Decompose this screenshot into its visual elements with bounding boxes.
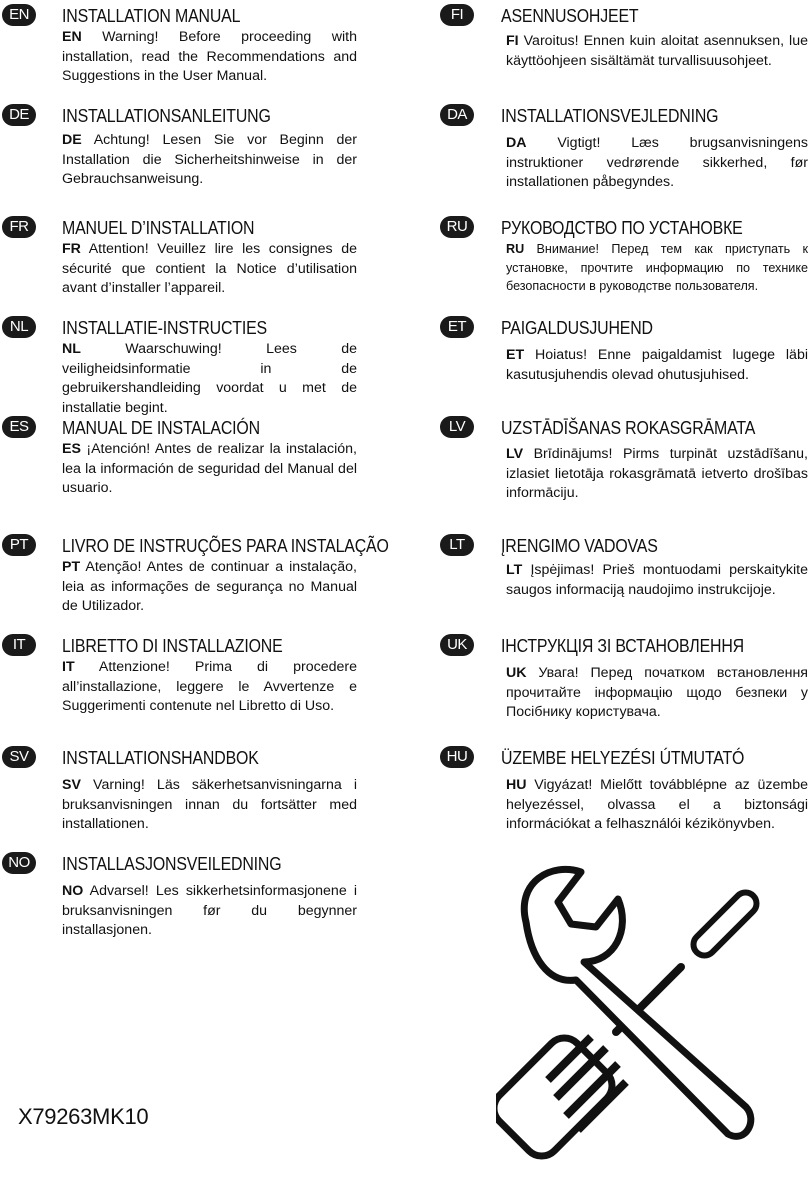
- section-text: PT Atenção! Antes de continuar a instalação, leia as informações de segurança no Manual de Utilizador.: [62, 559, 357, 614]
- section-title: UZSTĀDĪŠANAS ROKASGRĀMATA: [501, 417, 756, 438]
- section-title: INSTALLATIE-INSTRUCTIES: [62, 317, 267, 338]
- language-badge: NL: [2, 316, 36, 338]
- section-text: DE Achtung! Lesen Sie vor Beginn der Installation die Sicherheitshinweise in der Gebrauchsanweisung.: [62, 132, 357, 187]
- section-title: ІНСТРУКЦІЯ ЗІ ВСТАНОВЛЕННЯ: [501, 635, 744, 656]
- language-badge: SV: [2, 746, 36, 768]
- section-title: MANUAL DE INSTALACIÓN: [62, 417, 260, 438]
- language-badge: UK: [440, 634, 474, 656]
- section-text: LV Brīdinājums! Pirms turpināt uzstādīšanu, izlasiet lietotāja rokasgrāmatā ietverto drošības informāciju.: [506, 446, 808, 501]
- section-text: NL Waarschuwing! Lees de veiligheidsinformatie in de gebruikershandleiding voordat u met de installatie begint.: [62, 341, 357, 416]
- section-text: IT Attenzione! Prima di procedere all’installazione, leggere le Avvertenze e Suggerimenti contenute nel Libretto di Uso.: [62, 659, 357, 714]
- section-title: РУКОВОДСТВО ПО УСТАНОВКЕ: [501, 217, 743, 238]
- section-title: INSTALLATIONSVEJLEDNING: [501, 105, 719, 126]
- language-badge: NO: [2, 852, 36, 874]
- section-text: EN Warning! Before proceeding with installation, read the Recommendations and Suggestions in the User Manual.: [62, 29, 357, 84]
- section-text: ET Hoiatus! Enne paigaldamist lugege läbi kasutusjuhendis olevad ohutusjuhised.: [506, 347, 808, 383]
- language-badge: LV: [440, 416, 474, 438]
- language-badge: HU: [440, 746, 474, 768]
- section-title: INSTALLASJONSVEILEDNING: [62, 853, 282, 874]
- wrench-screwdriver-icon: [496, 862, 796, 1162]
- language-badge: EN: [2, 4, 36, 26]
- language-badge: FR: [2, 216, 36, 238]
- language-badge: DE: [2, 104, 36, 126]
- section-text: SV Varning! Läs säkerhetsanvisningarna i bruksanvisningen innan du fortsätter med installationen.: [62, 777, 357, 832]
- language-badge: PT: [2, 534, 36, 556]
- section-title: LIBRETTO DI INSTALLAZIONE: [62, 635, 283, 656]
- section-title: LIVRO DE INSTRUÇÕES PARA INSTALAÇÃO: [62, 535, 389, 556]
- section-title: ASENNUSOHJEET: [501, 5, 639, 26]
- language-badge: IT: [2, 634, 36, 656]
- section-title: INSTALLATIONSHANDBOK: [62, 747, 259, 768]
- section-text: DA Vigtigt! Læs brugsanvisningens instruktioner vedrørende sikkerhed, før installationen påbegyndes.: [506, 135, 808, 190]
- language-badge: ET: [440, 316, 474, 338]
- section-text: FI Varoitus! Ennen kuin aloitat asennuksen, lue käyttöohjeen sisältämät turvallisuusohjeet.: [506, 33, 808, 69]
- section-text: UK Увага! Перед початком встановлення прочитайте інформацію щодо безпеки у Посібнику користувача.: [506, 665, 808, 720]
- section-title: MANUEL D’INSTALLATION: [62, 217, 255, 238]
- section-text: LT Įspėjimas! Prieš montuodami perskaitykite saugos informaciją naudojimo instrukcijoje.: [506, 562, 808, 598]
- section-title: PAIGALDUSJUHEND: [501, 317, 653, 338]
- section-title: ĮRENGIMO VADOVAS: [501, 535, 658, 556]
- language-badge: RU: [440, 216, 474, 238]
- section-text: FR Attention! Veuillez lire les consignes de sécurité que contient la Notice d’utilisation avant d’installer l’appareil.: [62, 241, 357, 296]
- section-text: NO Advarsel! Les sikkerhetsinformasjonene i bruksanvisningen før du begynner installasjonen.: [62, 883, 357, 938]
- section-text: ES ¡Atención! Antes de realizar la instalación, lea la información de seguridad del Manual del usuario.: [62, 441, 357, 496]
- language-badge: DA: [440, 104, 474, 126]
- section-text: HU Vigyázat! Mielőtt továbblépne az üzembe helyezéssel, olvassa el a biztonsági információkat a felhasználói kézikönyvben.: [506, 777, 808, 832]
- language-badge: FI: [440, 4, 474, 26]
- language-badge: LT: [440, 534, 474, 556]
- section-text: RU Внимание! Перед тем как приступать к установке, прочтите информацию по технике безопасности в руководстве пользователя.: [506, 242, 808, 293]
- language-badge: ES: [2, 416, 36, 438]
- section-title: INSTALLATION MANUAL: [62, 5, 241, 26]
- section-title: INSTALLATIONSANLEITUNG: [62, 105, 271, 126]
- model-code: X79263MK10: [18, 1104, 149, 1129]
- section-title: ÜZEMBE HELYEZÉSI ÚTMUTATÓ: [501, 747, 745, 768]
